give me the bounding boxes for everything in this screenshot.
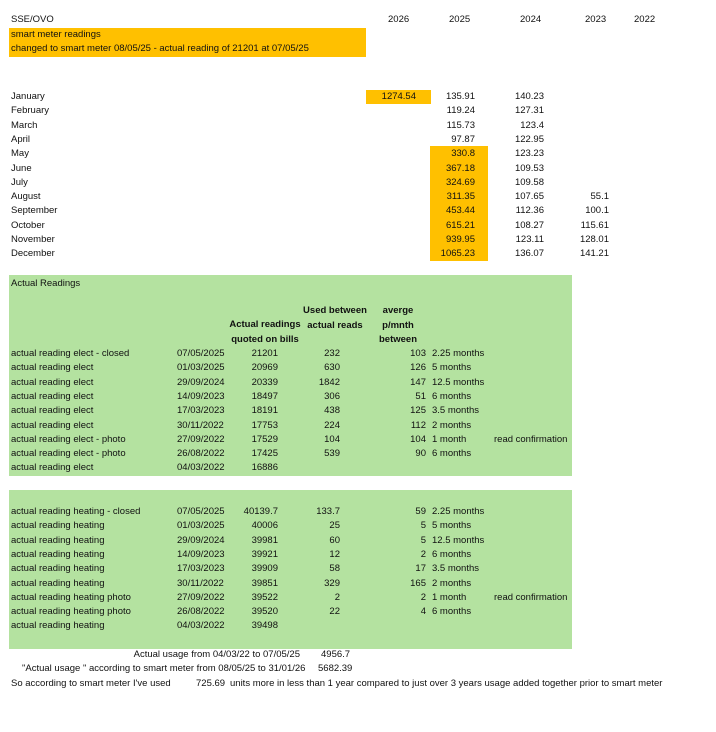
heating-period: 5 months	[432, 520, 472, 532]
elect-date: 30/11/2022	[177, 419, 224, 431]
heating-used: 60	[329, 534, 340, 546]
elect-average: 125	[410, 405, 426, 417]
month-label: December	[11, 248, 55, 260]
year-header-2024: 2024	[520, 14, 542, 25]
elect-reading: 17753	[251, 419, 278, 431]
heating-used: 12	[329, 548, 340, 560]
elect-date: 17/03/2023	[177, 405, 225, 417]
elect-used: 232	[324, 348, 340, 359]
elect-date: 14/09/2023	[177, 390, 225, 402]
heating-used: 58	[329, 563, 340, 575]
header-average: averge p/mnth between	[378, 305, 417, 345]
heating-label: actual reading heating	[11, 534, 105, 546]
value-2024: 136.07	[514, 248, 544, 260]
heating-used: 329	[324, 577, 340, 589]
heating-date: 26/08/2022	[177, 606, 225, 618]
value-2025: 311.35	[446, 191, 475, 203]
elect-date: 29/09/2024	[177, 376, 225, 388]
heating-reading: 40139.7	[243, 506, 278, 517]
value-2024: 122.95	[514, 133, 544, 145]
value-2023: 141.21	[579, 248, 609, 260]
year-header-2023: 2023	[585, 14, 607, 25]
heating-label: actual reading heating	[11, 548, 105, 560]
sheet-title: SSE/OVO	[11, 14, 54, 25]
elect-label: actual reading elect	[11, 376, 94, 388]
note-line-2: changed to smart meter 08/05/25 - actual reading of 21201 at 07/05/25	[11, 43, 309, 54]
elect-date: 07/05/2025	[177, 348, 225, 359]
elect-date: 04/03/2022	[177, 462, 225, 474]
heating-period: 3.5 months	[432, 563, 479, 575]
elect-label: actual reading elect	[11, 462, 94, 474]
elect-reading: 20969	[251, 362, 278, 374]
elect-reading: 16886	[251, 462, 278, 474]
value-2026: 1274.54	[381, 91, 416, 102]
value-2025: 324.69	[445, 176, 475, 188]
header-used-between: Used between actual reads	[303, 305, 367, 331]
elect-date: 26/08/2022	[177, 448, 225, 460]
value-2025: 135.91	[445, 91, 475, 102]
value-2023: 128.01	[579, 234, 609, 245]
heating-reading: 39520	[251, 606, 278, 618]
value-2024: 123.23	[514, 148, 544, 160]
header-actual-readings: Actual readings quoted on bills	[229, 319, 301, 345]
elect-used: 1842	[318, 376, 340, 388]
month-label: February	[11, 105, 50, 117]
heating-average: 4	[420, 606, 426, 618]
heating-period: 1 month	[432, 591, 467, 603]
elect-period: 6 months	[432, 390, 472, 402]
elect-average: 51	[415, 390, 426, 402]
elect-date: 01/03/2025	[177, 362, 225, 374]
heating-used: 25	[329, 520, 340, 532]
heating-reading: 39851	[251, 577, 278, 589]
value-2025: 115.73	[446, 119, 475, 131]
summary-line3-suffix: units more in less than 1 year compared to just over 3 years usage added together prior to smart meter	[230, 678, 663, 689]
elect-reading: 18191	[251, 405, 278, 417]
elect-label: actual reading elect	[11, 390, 94, 402]
heating-reading: 39522	[251, 591, 278, 603]
heating-date: 17/03/2023	[177, 563, 225, 575]
value-2025: 97.87	[451, 133, 475, 145]
heating-label: actual reading heating	[11, 563, 105, 575]
elect-label: actual reading elect	[11, 405, 94, 417]
month-label: November	[11, 234, 55, 245]
month-label: May	[11, 148, 29, 160]
elect-note: read confirmation	[494, 433, 568, 445]
heating-reading: 40006	[251, 520, 278, 532]
elect-label: actual reading elect - photo	[11, 433, 126, 445]
value-2023: 55.1	[590, 191, 609, 203]
summary-line2-label: "Actual usage " according to smart meter from 08/05/25 to 31/01/26	[22, 663, 306, 674]
year-header-2025: 2025	[449, 14, 471, 25]
value-2024: 127.31	[514, 105, 544, 117]
value-2024: 123.11	[515, 234, 544, 245]
elect-reading: 17529	[251, 433, 278, 445]
value-2024: 107.65	[514, 191, 544, 203]
elect-used: 104	[324, 433, 340, 445]
heating-date: 27/09/2022	[177, 591, 225, 603]
value-2025: 119.24	[446, 105, 475, 117]
heating-period: 2 months	[432, 577, 472, 589]
month-label: April	[11, 133, 31, 145]
elect-average: 90	[415, 448, 426, 460]
value-2025: 330.8	[451, 148, 475, 160]
value-2024: 140.23	[514, 91, 544, 102]
elect-reading: 21201	[251, 348, 278, 359]
elect-used: 224	[324, 419, 340, 431]
elect-period: 1 month	[432, 433, 467, 445]
elect-label: actual reading elect	[11, 362, 94, 374]
elect-label: actual reading elect - closed	[11, 348, 130, 359]
elect-reading: 20339	[251, 376, 278, 388]
heating-label: actual reading heating - closed	[11, 506, 141, 517]
heating-average: 2	[420, 591, 426, 603]
heating-reading: 39909	[251, 563, 278, 575]
elect-average: 104	[410, 433, 426, 445]
elect-period: 6 months	[432, 448, 472, 460]
heating-label: actual reading heating	[11, 620, 105, 632]
elect-used: 630	[324, 362, 340, 374]
elect-reading: 17425	[251, 448, 278, 460]
heating-average: 5	[420, 534, 426, 546]
heating-date: 14/09/2023	[177, 548, 225, 560]
year-header-2026: 2026	[388, 14, 410, 25]
value-2024: 109.53	[514, 162, 544, 174]
heating-date: 04/03/2022	[177, 620, 225, 632]
year-header-2022: 2022	[634, 14, 656, 25]
heating-average: 5	[420, 520, 426, 532]
heating-note: read confirmation	[494, 591, 568, 603]
value-2025: 367.18	[445, 162, 475, 174]
month-label: January	[11, 91, 45, 102]
month-label: September	[11, 205, 58, 217]
elect-period: 2 months	[432, 419, 472, 431]
actual-readings-title: Actual Readings	[11, 278, 81, 289]
heating-used: 2	[334, 591, 340, 603]
summary-line3-value: 725.69	[196, 678, 226, 689]
heating-used: 22	[329, 606, 340, 618]
elect-period: 12.5 months	[432, 376, 485, 388]
heating-period: 6 months	[432, 548, 472, 560]
heating-date: 30/11/2022	[177, 577, 224, 589]
note-line-1: smart meter readings	[11, 29, 101, 40]
month-label: October	[11, 219, 45, 231]
heating-label: actual reading heating	[11, 520, 105, 532]
month-label: July	[11, 176, 28, 188]
heating-date: 07/05/2025	[177, 506, 225, 517]
elect-average: 112	[410, 419, 426, 431]
elect-label: actual reading elect - photo	[11, 448, 126, 460]
heating-reading: 39498	[251, 620, 278, 632]
summary-line2-value: 5682.39	[318, 663, 353, 674]
summary-line3-label: So according to smart meter I've used	[11, 678, 171, 689]
heating-label: actual reading heating	[11, 577, 105, 589]
heating-label: actual reading heating photo	[11, 591, 131, 603]
value-2024: 112.36	[515, 205, 544, 217]
elect-average: 147	[410, 376, 426, 388]
elect-period: 5 months	[432, 362, 472, 374]
month-label: August	[11, 191, 41, 203]
summary-line1-value: 4956.7	[321, 649, 351, 660]
heating-average: 17	[415, 563, 426, 575]
elect-average: 126	[410, 362, 426, 374]
heating-average: 2	[420, 548, 426, 560]
summary-line1-label: Actual usage from 04/03/22 to 07/05/25	[133, 649, 300, 660]
month-label: March	[11, 119, 38, 131]
elect-label: actual reading elect	[11, 419, 94, 431]
heating-label: actual reading heating photo	[11, 606, 131, 618]
value-2025: 615.21	[445, 219, 475, 231]
elect-used: 438	[324, 405, 340, 417]
heating-average: 59	[415, 506, 426, 517]
value-2024: 123.4	[520, 119, 544, 131]
heating-period: 12.5 months	[432, 534, 485, 546]
elect-used: 539	[324, 448, 340, 460]
elect-average: 103	[410, 348, 426, 359]
heating-used: 133.7	[316, 506, 340, 517]
elect-used: 306	[324, 390, 340, 402]
value-2025: 1065.23	[440, 248, 475, 260]
heating-date: 01/03/2025	[177, 520, 225, 532]
value-2024: 108.27	[514, 219, 544, 231]
value-2023: 100.1	[585, 205, 609, 217]
value-2023: 115.61	[580, 219, 609, 231]
elect-date: 27/09/2022	[177, 433, 225, 445]
elect-reading: 18497	[251, 390, 278, 402]
month-label: June	[11, 162, 32, 174]
heating-average: 165	[410, 577, 426, 589]
value-2024: 109.58	[514, 176, 544, 188]
heating-reading: 39981	[251, 534, 278, 546]
heating-reading: 39921	[251, 548, 278, 560]
heating-date: 29/09/2024	[177, 534, 225, 546]
heating-period: 2.25 months	[432, 506, 485, 517]
elect-period: 3.5 months	[432, 405, 479, 417]
value-2025: 453.44	[445, 205, 475, 217]
elect-period: 2.25 months	[432, 348, 485, 359]
heating-period: 6 months	[432, 606, 472, 618]
value-2025: 939.95	[445, 234, 475, 245]
